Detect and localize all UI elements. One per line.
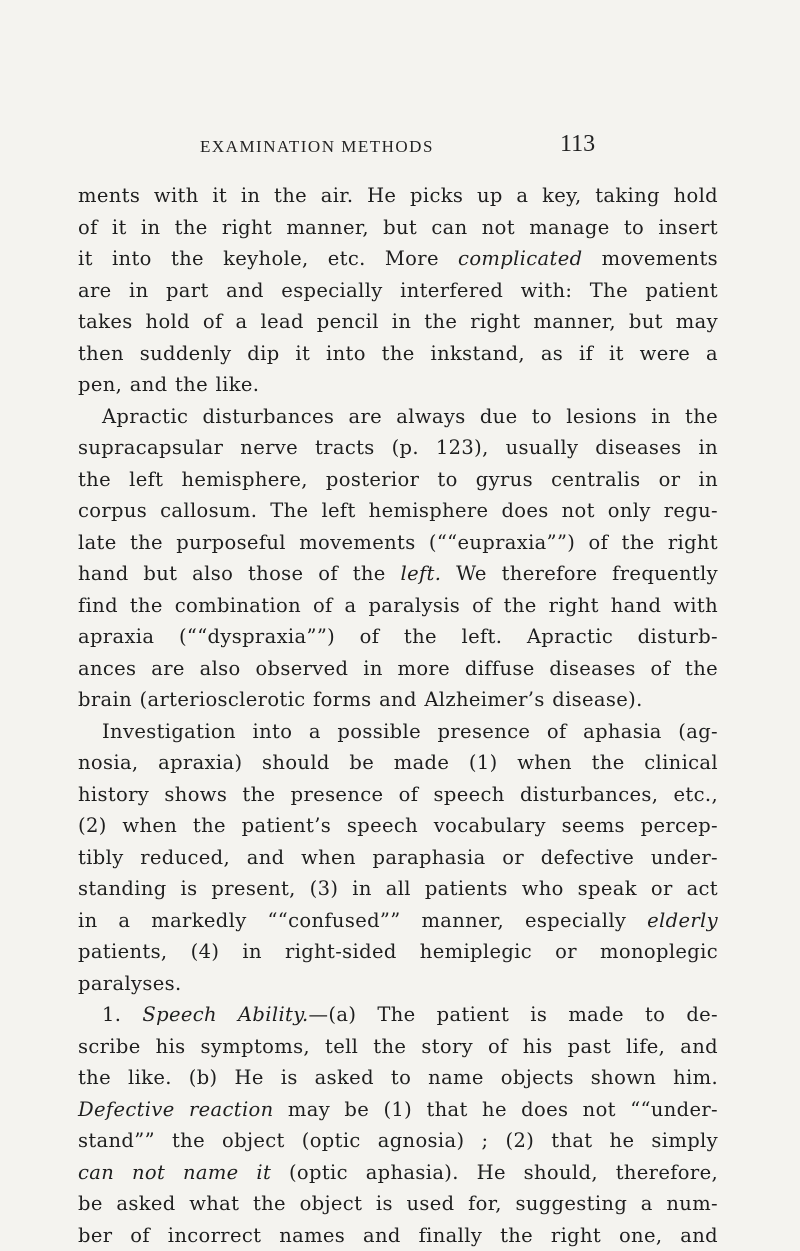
text-line: the left hemisphere, posterior to gyrus centralis or in — [78, 464, 718, 496]
text-line: paralyses. — [78, 968, 718, 1000]
text-line: apraxia (““dyspraxia””) of the left. Apractic disturb- — [78, 621, 718, 653]
text-span: hand but also those of the — [78, 562, 401, 585]
text-line: stand”” the object (optic agnosia) ; (2) that he simply — [78, 1125, 718, 1157]
text-line — [78, 558, 718, 590]
paragraph-start: Investigation into a possible presence of aphasia (ag- — [78, 716, 718, 748]
text-line: ments with it in the air. He picks up a key, taking hold — [78, 180, 718, 212]
text-line: ber of incorrect names and finally the right one, and — [78, 1220, 718, 1251]
text-line — [78, 1094, 718, 1126]
text-line: find the combination of a paralysis of the right hand with — [78, 590, 718, 622]
italic-span: Defective reaction — [78, 1098, 274, 1121]
text-span: We therefore frequently — [441, 562, 718, 585]
text-line: nosia, apraxia) should be made (1) when the clinical — [78, 747, 718, 779]
text-span: it into the keyhole, etc. More — [78, 247, 439, 270]
text-line: takes hold of a lead pencil in the right manner, but may — [78, 306, 718, 338]
text-line: history shows the presence of speech disturbances, etc., — [78, 779, 718, 811]
text-line: supracapsular nerve tracts (p. 123), usually diseases in — [78, 432, 718, 464]
text-line: standing is present, (3) in all patients who speak or act — [78, 873, 718, 905]
text-line: late the purposeful movements (““eupraxia””) of the right — [78, 527, 718, 559]
text-line: be asked what the object is used for, suggesting a num- — [78, 1188, 718, 1220]
text-span: 1. — [102, 1003, 142, 1026]
text-span: —(a) The patient is made to de- — [309, 1003, 718, 1026]
italic-span: left. — [401, 562, 442, 585]
body-text — [78, 180, 718, 1251]
running-head: EXAMINATION METHODS — [200, 137, 434, 157]
italic-span: Speech Ability. — [142, 1003, 308, 1026]
page-number: 113 — [560, 131, 595, 158]
text-span: movements — [582, 247, 718, 270]
text-line — [78, 1157, 718, 1189]
text-line: corpus callosum. The left hemisphere does not only regu- — [78, 495, 718, 527]
text-line: (2) when the patient’s speech vocabulary seems percep- — [78, 810, 718, 842]
text-span: (optic aphasia). He should, therefore, — [271, 1161, 718, 1184]
text-line: pen, and the like. — [78, 369, 718, 401]
text-span: in a markedly ““confused”” manner, especially — [78, 909, 647, 932]
text-line: scribe his symptoms, tell the story of his past life, and — [78, 1031, 718, 1063]
text-line — [78, 243, 718, 275]
text-line: patients, (4) in right-sided hemiplegic or monoplegic — [78, 936, 718, 968]
text-line — [78, 905, 718, 937]
italic-span: complicated — [458, 247, 582, 270]
text-line: are in part and especially interfered with: The patient — [78, 275, 718, 307]
paragraph-start: Apractic disturbances are always due to lesions in the — [78, 401, 718, 433]
italic-span: can not name it — [78, 1161, 271, 1184]
text-line: tibly reduced, and when paraphasia or defective under- — [78, 842, 718, 874]
text-line: the like. (b) He is asked to name objects shown him. — [78, 1062, 718, 1094]
text-span: may be (1) that he does not ““under- — [274, 1098, 718, 1121]
text-line: ances are also observed in more diffuse diseases of the — [78, 653, 718, 685]
text-line: then suddenly dip it into the inkstand, as if it were a — [78, 338, 718, 370]
italic-span: elderly — [647, 909, 718, 932]
text-line: of it in the right manner, but can not manage to insert — [78, 212, 718, 244]
paragraph-start — [78, 999, 718, 1031]
text-line: brain (arteriosclerotic forms and Alzheimer’s disease). — [78, 684, 718, 716]
